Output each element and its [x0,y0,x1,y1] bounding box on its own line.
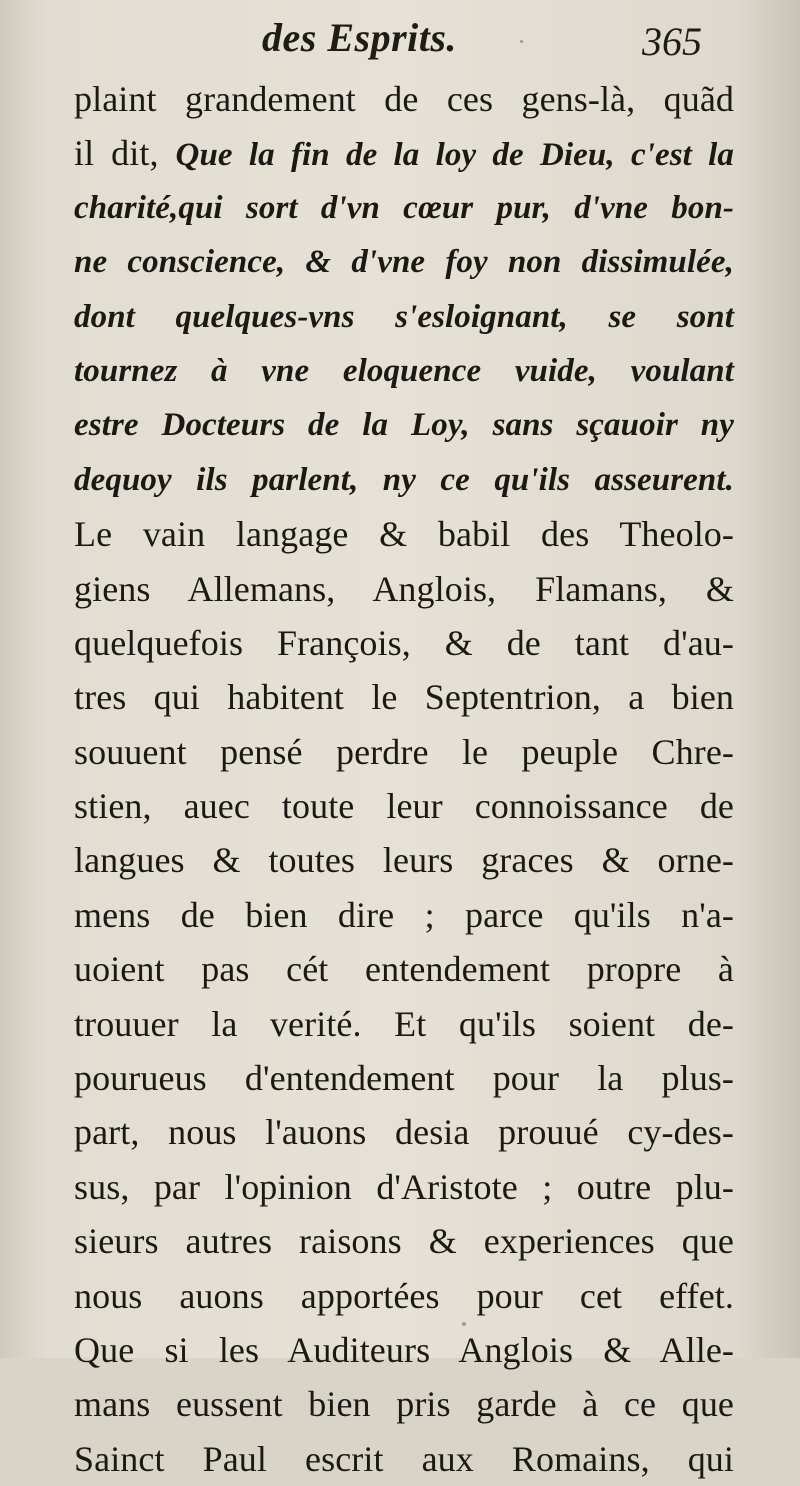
text-line-3: charité,qui sort d'vn cœur pur, d'vne bon- [74,189,734,226]
text-line-26: Sainct Paul escrit aux Romains, qui [74,1438,734,1479]
text-line-1 [74,72,734,126]
text-line-5: dont quelques-vns s'esloignant, se sont [74,298,734,335]
text-line-15: langues & toutes leurs graces & orne- [74,840,734,881]
text-line-2-italic: Que la fin de la loy de Dieu, c'est la [175,137,734,174]
running-head: des Esprits. [262,15,457,60]
text-line-11: quelquefois François, & de tant d'au- [74,622,734,663]
text-line-13: souuent pensé perdre le peuple Chre- [74,731,734,772]
page-header [0,8,800,64]
text-line-12: tres qui habitent le Septentrion, a bien [74,677,734,718]
text-line-10: giens Allemans, Anglois, Flamans, & [74,568,734,609]
text-block [74,72,734,1486]
text-line-1-roman: plaint grandement de ces gens-là, quãd [74,79,734,119]
text-line-17: uoient pas cét entendement propre à [74,949,734,990]
text-line-6: tournez à vne eloquence vuide, voulant [74,352,734,389]
text-line-25: mans eussent bien pris garde à ce que [74,1384,734,1425]
page-number: 365 [642,19,702,64]
text-line-21: sus, par l'opinion d'Aristote ; outre plu- [74,1166,734,1207]
paper-speck [462,1322,466,1326]
text-line-4: ne conscience, & d'vne foy non dissimulée, [74,244,734,281]
text-line-8: dequoy ils parlent, ny ce qu'ils asseurent. [74,461,734,498]
text-line-23: nous auons apportées pour cet effet. [74,1275,734,1316]
text-line-20: part, nous l'auons desia prouué cy-des- [74,1112,734,1153]
text-line-19: pourueus d'entendement pour la plus- [74,1058,734,1099]
text-line-2-roman: il dit, [74,133,176,174]
paper-speck [520,40,523,43]
text-line-16: mens de bien dire ; parce qu'ils n'a- [74,894,734,935]
text-line-2 [74,126,734,180]
text-line-18: trouuer la verité. Et qu'ils soient de- [74,1003,734,1044]
text-line-7: estre Docteurs de la Loy, sans sçauoir ny [74,407,734,444]
text-line-9: Le vain langage & babil des Theolo- [74,514,734,555]
text-line-14: stien, auec toute leur connoissance de [74,786,734,827]
text-line-22: sieurs autres raisons & experiences que [74,1221,734,1262]
text-line-24: Que si les Auditeurs Anglois & Alle- [74,1329,734,1370]
